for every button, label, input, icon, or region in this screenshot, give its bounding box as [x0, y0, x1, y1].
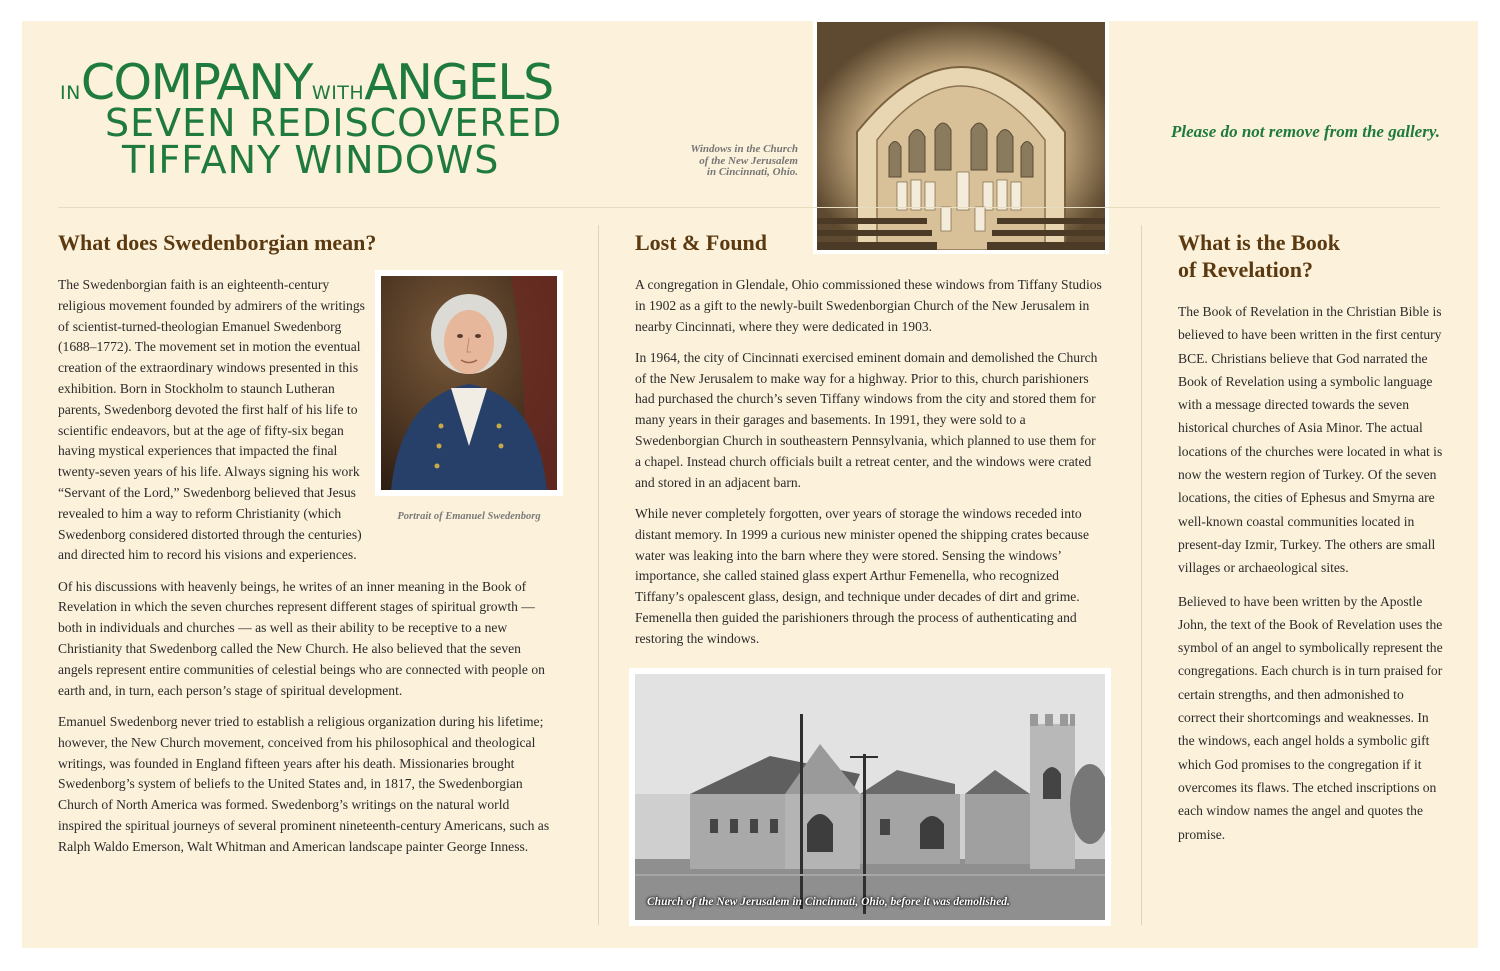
portrait-image [381, 276, 557, 490]
church-interior-photo [813, 18, 1109, 254]
section-heading: Lost & Found [635, 230, 768, 255]
paragraph: Believed to have been written by the Apostle John, the text of the Book of Revelation uses the symbol of an angel to symbolically represent the congregations. Each church is in turn praised for certain strengths, and then admonished to correct their shortcomings and weaknesses. In the windows, each angel holds a symbolic gift which God promises to the congregation if it overcomes its flaws. The etched inscriptions on each window names the angel and quotes the promise. [1178, 593, 1443, 842]
church-exterior-photo [629, 668, 1111, 926]
paragraph: A congregation in Glendale, Ohio commissioned these windows from Tiffany Studios in 1902 as a gift to the newly-built Swedenborgian Church of the New Jerusalem in nearby Cincinnati, where they were dedicated in 1903. [635, 277, 1102, 334]
exhibit-title [60, 54, 580, 182]
church-exterior-image [635, 674, 1105, 920]
interior-caption-line: in Cincinnati, Ohio. [706, 166, 798, 178]
church-interior-image [817, 22, 1105, 250]
portrait-caption: Portrait of Emanuel Swedenborg [397, 511, 541, 522]
title-with: WITH [311, 82, 365, 104]
paragraph: Of his discussions with heavenly beings, he writes of an inner meaning in the Book of Revelation in which the seven churches represent different stages of spiritual growth — both in individuals and churches — as well as their ability to be receptive to a new Christianity that Swedenborg called the New Church. He also believed that the seven angels represent entire communities of celestial beings who are connected with people on earth and, in turn, each person’s stage of spiritual development. [58, 578, 545, 698]
heading-line: What is the Book [1178, 230, 1340, 255]
title-line3: TIFFANY WINDOWS [122, 138, 500, 182]
interior-caption-line: of the New Jerusalem [699, 154, 798, 167]
paragraph: The Book of Revelation in the Christian Bible is believed to have been written in the first century BCE. Christians believe that God narrated the Book of Revelation using a symbolic language with a message directed towards the seven historical churches of Asia Minor. The actual locations of the churches were located in what is now the western region of Turkey. Of the seven locations, the cities of Ephesus and Smyrna are well-known coastal communities located in present-day Izmir, Turkey. The others are small villages or archaeological sites. [1178, 304, 1443, 576]
header-divider [58, 207, 1440, 208]
church-photo-caption: Church of the New Jerusalem in Cincinnati, Ohio, before it was demolished. [647, 896, 1010, 908]
title-in: IN [60, 82, 81, 104]
paragraph: The Swedenborgian faith is an eighteenth-century religious movement founded by admirers of the writings of scientist-turned-theologian Emanuel Swedenborg (1688–1772). The movement set in motion the eventual creation of the extraordinary windows presented in this exhibition. Born in Stockholm to staunch Lutheran parents, Swedenborg devoted the first half of his life to scientific endeavors, but at the age of fifty-six began having mystical experiences that impacted the final twenty-seven years of his life. Always signing his work “Servant of the Lord,” Swedenborg believed that Jesus revealed to him a way to reform Christianity (which Swedenborg considered distorted through the centuries) and directed him to record his visions and experiences. [58, 277, 365, 563]
book-of-revelation-section [1178, 229, 1444, 856]
paragraph: While never completely forgotten, over years of storage the windows receded into distant memory. In 1999 a curious new minister opened the shipping crates because water was leaking into the barn where they were stored. Sensing the windows’ importance, she called stained glass expert Arthur Femenella, who recognized Tiffany’s opalescent glass, design, and technique under decades of dirt and grime. Femenella then guided the parishioners through the process of authenticating and restoring the windows. [635, 505, 1090, 646]
column-divider [1141, 225, 1142, 925]
lost-and-found-section [635, 229, 1105, 660]
interior-photo-caption [630, 144, 798, 179]
interior-caption-line: Windows in the Church [690, 143, 798, 155]
heading-line: of Revelation? [1178, 257, 1314, 282]
paragraph: In 1964, the city of Cincinnati exercised eminent domain and demolished the Church of the New Jerusalem to make way for a highway. Prior to this, church parishioners had purchased the church’s seven Tiffany windows from the city and stored them for many years in their garages and basements. In 1991, they were sold to a Swedenborgian Church in southeastern Pennsylvania, which planned to use them for a chapel. Instead church officials built a retreat center, and the windows were crated and stored in an adjacent barn. [635, 349, 1098, 490]
section-heading [1178, 229, 1444, 283]
section-heading: What does Swedenborgian mean? [58, 230, 377, 255]
title-company: COMPANY [80, 54, 312, 111]
paragraph: Emanuel Swedenborg never tried to establish a religious organization during his lifetime; however, the New Church movement, conceived from his philosophical and theological writings, was founded in England fifteen years after his death. Missionaries brought Swedenborg’s system of beliefs to the United States and, in 1817, the Swedenborgian Church of North America was formed. Swedenborg’s writings on the natural world inspired the spiritual journeys of several prominent nineteenth-century Americans, such as Ralph Waldo Emerson, Walt Whitman and American landscape painter George Inness. [58, 713, 550, 854]
column-divider [598, 225, 599, 925]
title-line2: SEVEN REDISCOVERED [105, 101, 563, 145]
gallery-notice: Please do not remove from the gallery. [1171, 122, 1440, 141]
swedenborg-portrait [375, 270, 563, 496]
swedenborgian-section [58, 229, 556, 868]
portrait-figure [375, 270, 563, 528]
title-angels: ANGELS [364, 54, 553, 111]
